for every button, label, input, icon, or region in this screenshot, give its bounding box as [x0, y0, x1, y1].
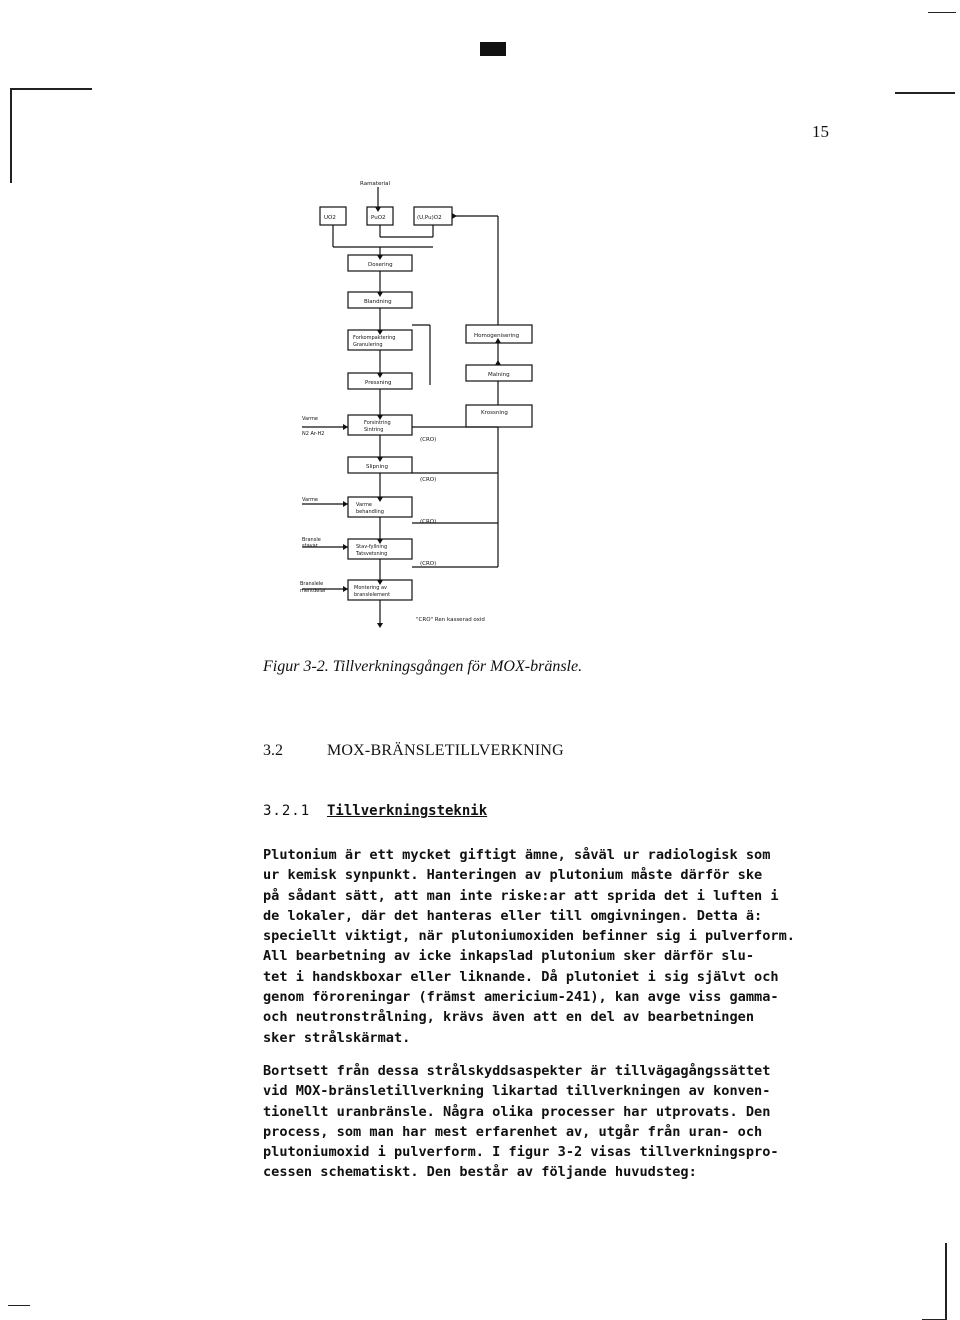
node-raw-material: Ramaterial — [360, 181, 391, 187]
node-slipning: Slipning — [366, 464, 389, 470]
paragraph-1 — [263, 845, 838, 1048]
subsection-title: Tillverkningsteknik — [327, 803, 488, 819]
paragraph-1-line: sker strålskärmat. — [263, 1029, 411, 1046]
cro-label-2: (CRO) — [420, 477, 437, 483]
cro-label-1: (CRO) — [420, 437, 437, 443]
paragraph-1-line: All bearbetning av icke inkapslad plutonium sker därför slu- — [263, 948, 755, 965]
page-number: 15 — [812, 122, 829, 141]
process-flow-diagram — [290, 175, 550, 635]
node-granulering: Granulering — [353, 342, 383, 348]
subsection-number: 3.2.1 — [263, 803, 311, 819]
paragraph-2-line: Bortsett från dessa strålskyddsaspekter är tillvägagångssättet — [263, 1063, 771, 1079]
section-number: 3.2 — [263, 742, 283, 759]
node-montering-line1: Montering av — [354, 585, 387, 591]
side-element-2: mentdelar — [300, 588, 326, 594]
node-blandning: Blandning — [364, 299, 392, 305]
paragraph-1-line: de lokaler, där det hanteras eller till omgivningen. Detta ä: — [263, 907, 763, 924]
paragraph-1-line: tet i handskboxar eller liknande. Då plutoniet i sig självt och — [263, 968, 779, 985]
paragraph-1-line: Plutonium är ett mycket giftigt ämne, såväl ur radiologisk som — [263, 847, 771, 863]
paragraph-1-line: på sådant sätt, att man inte riske:ar att sprida det i luften i — [263, 887, 779, 904]
scan-corner-rule-left — [10, 88, 12, 183]
cro-legend: "CRO" Ren kasserad oxid — [416, 617, 485, 623]
paragraph-2-line: process, som man har mest erfarenhet av, utgår från uran- och — [263, 1123, 763, 1140]
node-stavfyllning-line2: Tatsvetsning — [356, 551, 388, 557]
scan-corner-rule-top — [10, 88, 92, 90]
cro-label-4: (CRO) — [420, 561, 437, 567]
paragraph-2-line: vid MOX-bränsletillverkning likartad tillverkningen av konven- — [263, 1083, 771, 1100]
paragraph-2-line: plutoniumoxid i pulverform. I figur 3-2 visas tillverkningspro- — [263, 1144, 779, 1161]
node-sintring: Sintring — [364, 427, 384, 433]
section-title: MOX-BRÄNSLETILLVERKNING — [327, 742, 564, 759]
side-element-1: Branslele — [300, 581, 324, 587]
node-montering-line2: branslelement — [354, 592, 391, 598]
side-gas: N2 Ar-H2 — [302, 431, 325, 437]
node-dosering: Dosering — [368, 262, 393, 268]
scan-rule-top-right — [895, 92, 955, 94]
node-stavfyllning-line1: Stav-fyllning — [356, 544, 388, 550]
paragraph-1-line: genom föroreningar (främst americium-241), kan avge viss gamma- — [263, 989, 779, 1006]
side-varme-2: Varme — [302, 497, 319, 503]
paragraph-2 — [263, 1061, 838, 1183]
node-uo2: UO2 — [324, 215, 336, 221]
figure-caption: Figur 3-2. Tillverkningsgången för MOX-bränsle. — [263, 658, 583, 675]
paragraph-1-line: ur kemisk synpunkt. Hanteringen av plutonium måste därför ske — [263, 867, 763, 884]
node-forsintring: Forsintring — [364, 420, 391, 426]
node-forkompaktering: Forkompaktering — [353, 335, 396, 341]
node-varmebehandling-line2: behandling — [356, 509, 384, 515]
paragraph-1-line: och neutronstrålning, krävs även att en del av bearbetningen — [263, 1009, 755, 1026]
node-upuo2: (U,Pu)O2 — [417, 215, 442, 221]
side-varme-1: Varme — [302, 416, 319, 422]
node-varmebehandling-line1: Varme — [356, 502, 373, 508]
node-krossning: Krossning — [481, 410, 508, 416]
scan-rule-top-right-small — [928, 12, 956, 13]
scan-rule-bottom-left — [8, 1305, 30, 1306]
side-bransle-2: stavar — [302, 543, 318, 549]
scan-black-mark — [480, 42, 506, 56]
node-pressning: Pressning — [365, 380, 392, 386]
node-malning: Malning — [488, 372, 510, 378]
node-puo2: PuO2 — [371, 215, 386, 221]
paragraph-2-line: tionellt uranbränsle. Några olika processer har utprovats. Den — [263, 1103, 771, 1120]
paragraph-1-line: speciellt viktigt, när plutoniumoxiden befinner sig i pulverform. — [263, 928, 795, 945]
cro-label-3: (CRO) — [420, 519, 437, 525]
scan-rule-bottom-right — [945, 1243, 947, 1320]
node-homogenisering: Homogenisering — [474, 333, 520, 339]
side-bransle-1: Bransle — [302, 537, 321, 543]
paragraph-2-line: cessen schematiskt. Den består av följande huvudsteg: — [263, 1164, 697, 1181]
